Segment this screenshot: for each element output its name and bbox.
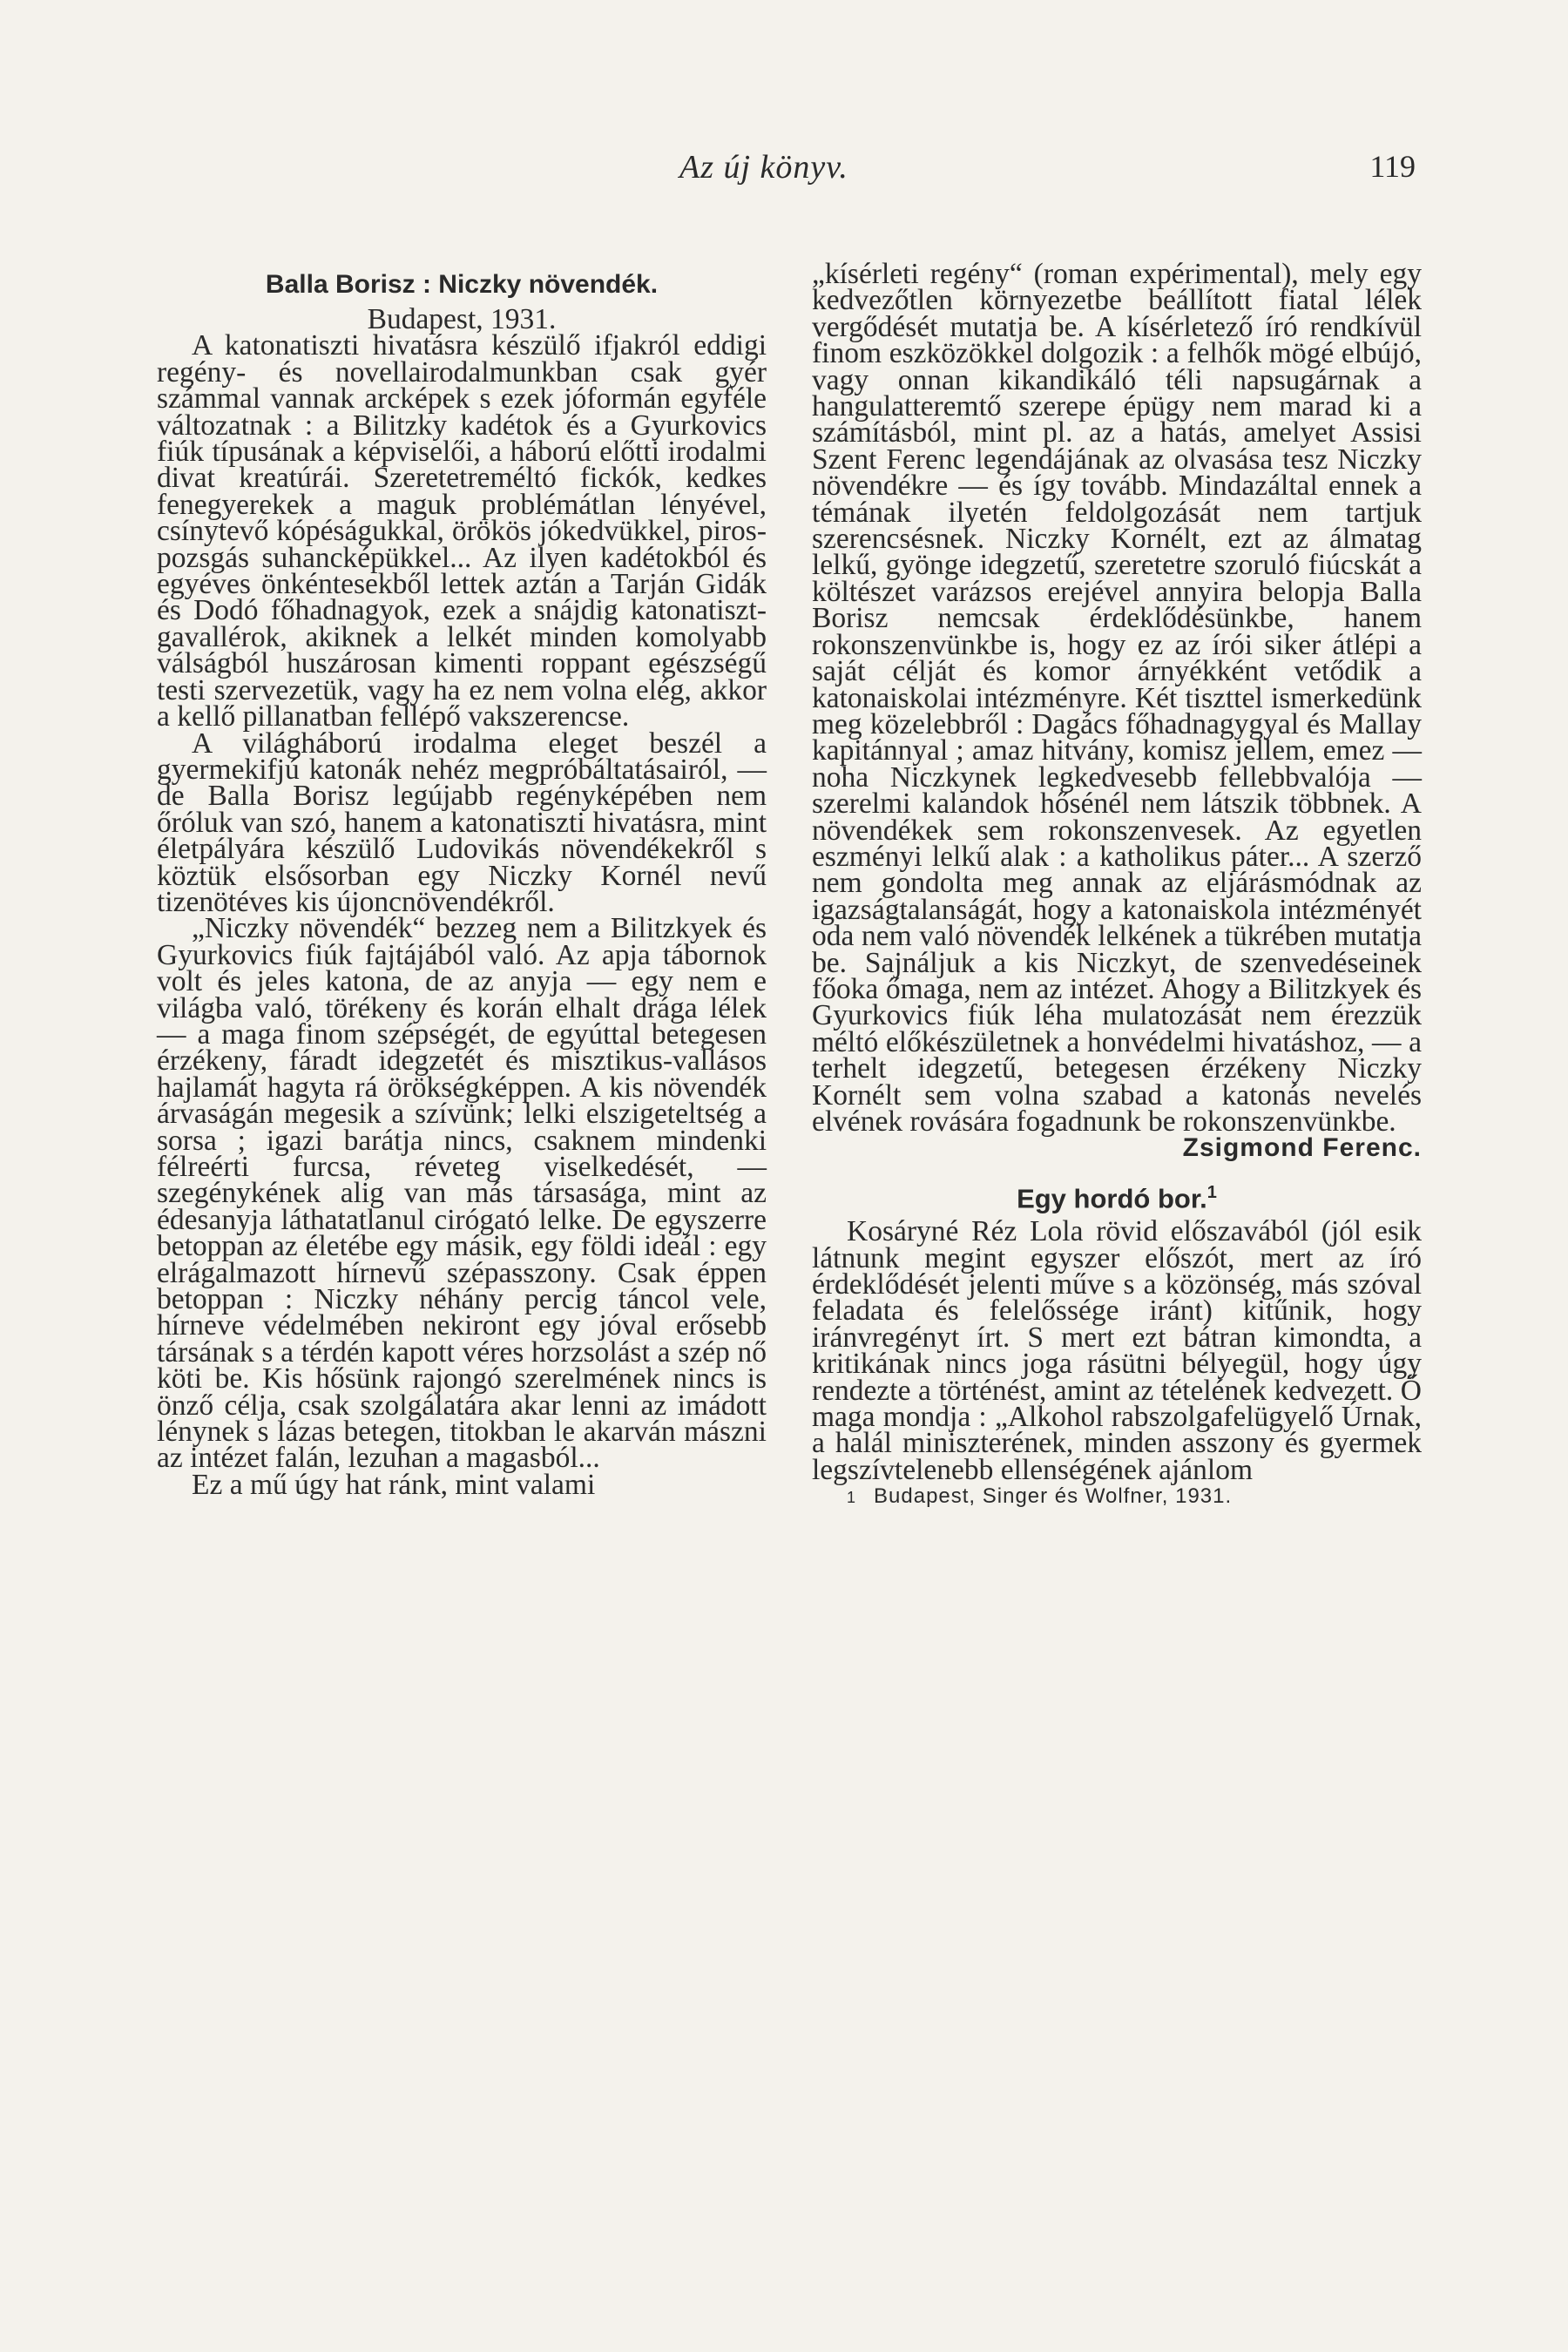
right-column bbox=[812, 258, 1422, 1511]
left-column bbox=[157, 261, 767, 1501]
footnote-text: Budapest, Singer és Wolfner, 1931. bbox=[874, 1484, 1233, 1509]
section-title-text: Egy hordó bor. bbox=[1017, 1183, 1207, 1214]
footnote-mark: 1 bbox=[847, 1489, 857, 1507]
section-paragraph: Kosáryné Réz Lola rövid előszavából (jól esik látnunk megint egyszer előszót, mert az író érdeklődését jelenti műve s a közönség, más szóval feladata és felelőssége iránt) kitűnik, hogy iránvregényt írt. S mert ezt bátran kimondta, a kritikának nincs joga rásütni bélyegül, hogy úgy rendezte a történést, amint az tételének kedvezett. Ő maga mondja : „Alkohol rabszolgafelügyelő Úrnak, a halál miniszterének, minden asszony és gyermek legszívtelenebb ellenségének ajánlom bbox=[812, 1215, 1422, 1486]
review-paragraph: A világháború irodalma eleget beszél a gyermekifjú katonák nehéz megpróbáltatásairól, — de Balla Borisz legújabb regényképében nem őróluk van szó, hanem a katonatiszti hivatásra, mint életpályára készülő Ludovikás növendékekről s köztük elsősorban egy Niczky Kornél nevű tizenötéves kis újoncnövendékről. bbox=[157, 727, 767, 918]
review-paragraph: „Niczky növendék“ bezzeg nem a Bilitzkyek és Gyurkovics fiúk fajtájából való. Az apja tábornok volt és jeles katona, de az anyja — egy nem e világba való, törékeny és korán elhalt drága lélek — a maga finom szépségét, de egyúttal betegesen érzékeny, fáradt idegzetét és misztikus-vallásos hajlamát hagyta rá örökségképpen. A kis növendék árvaságán megesik a szívünk; lelki elszigeteltség a sorsa ; igazi barátja nincs, csaknem mindenki félreérti furcsa, réveteg viselkedését, — szegénykének alig van más társasága, mint az édesanyja láthatatlanul cirógató lelke. De egyszerre betoppan az életébe egy másik, egy földi ideál : egy elrágalmazott hírnevű szépasszony. Csak éppen betoppan : Niczky néhány percig táncol vele, hírneve védelmében nekiront egy jóval erősebb társának s a térdén kapott véres horzsolást a szép nő köti be. Kis hősünk rajongó szerelmének nincs is önző célja, csak szolgálatára akar lenni az imádott lénynek s lázas betegen, titokban le akarván mászni az intézet falán, lezuhan a magasból... bbox=[157, 912, 767, 1475]
footnote bbox=[812, 1484, 1422, 1511]
footnote-reference: 1 bbox=[1206, 1182, 1217, 1202]
review-paragraph: „kísérleti regény“ (roman expérimental), mely egy kedvezőtlen környezetbe beállított fiatal lélek vergődését mutatja be. A kísérletező író rendkívül finom eszközökkel dolgozik : a felhők mögé elbújó, vagy onnan kikandikáló téli napsugárnak a hangulatteremtő szerepe épügy nem marad ki a számításból, mint pl. az a hatás, amelyet Assisi Szent Ferenc legendájának az olvasása tesz Niczky növendékre — és így tovább. Mindazáltal ennek a témának ilyetén feldolgozását nem tartjuk szerencsésnek. Niczky Kornélt, ezt az álmatag lelkű, gyönge idegzetű, szeretetre szoruló fiúcskát a költészet varázsos erejével annyira belopja Balla Borisz nemcsak érdeklődésünkbe, hanem rokonszenvünkbe is, hogy ez az írói siker átlépi a saját célját és komor árnyékként vetődik a katonaiskolai intézményre. Két tiszttel ismerkedünk meg közelebbről : Dagács főhadnagygyal és Mallay kapitánnyal ; amaz hitvány, komisz jellem, emez — noha Niczkynek legkedvesebb fellebbvalója — szerelmi kalandok hősénél nem látszik többnek. A növendékek sem rokonszenvesek. Az egyetlen eszményi lelkű alak : a katholikus páter... A szerző nem gondolta meg annak az eljárásmódnak az igazságtalanságát, hogy a katonaiskola intézményét oda nem való növendék lelkének a tükrében mutatja be. Sajnáljuk a kis Niczkyt, de szenvedéseinek főoka őmaga, nem az intézet. Ahogy a Bilitzkyek és Gyurkovics fiúk léha mulatozását nem érezzük méltó előkészületnek a honvédelmi hivatáshoz, — a terhelt idegzetű, betegesen érzékeny Niczky Kornélt sem volna szabad a katonás nevelés elvének rovására fogadnunk be rokonszenvünkbe. bbox=[812, 258, 1422, 1138]
review-signature: Zsigmond Ferenc. bbox=[1182, 1133, 1422, 1163]
page-number: 119 bbox=[1369, 149, 1416, 184]
review-paragraph: A katonatiszti hivatásra készülő ifjakról eddigi regény- és novellairodalmunkban csak gyér számmal vannak arcképek s ezek jóformán egyféle változatnak : a Bilitzky kadétok és a Gyurkovics fiúk típusának a képviselői, a háború előtti irodalmi divat kreatúrái. Szeretetreméltó fickók, kedkes fenegyerekek a maguk problémátlan lényével, csínytevő kópéságukkal, örökös jókedvükkel, piros-pozsgás suhancképükkel... Az ilyen kadétokból és egyéves önkéntesekből lettek aztán a Tarján Gidák és Dodó főhadnagyok, ezek a snájdig katonatiszt-gavallérok, akiknek a lelkét minden komolyabb válságból huszárosan kimenti roppant egészségű testi szervezetük, vagy ha ez nem volna elég, akkor a kellő pillanatban fellépő vakszerencse. bbox=[157, 329, 767, 733]
running-header bbox=[679, 148, 1416, 192]
review-title: Balla Borisz : Niczky növendék. bbox=[265, 270, 659, 299]
section-title bbox=[812, 1178, 1422, 1213]
review-meta: Budapest, 1931. bbox=[367, 303, 557, 335]
running-title: Az új könyv. bbox=[679, 149, 848, 186]
review-paragraph: Ez a mű úgy hat ránk, mint valami bbox=[192, 1468, 596, 1501]
